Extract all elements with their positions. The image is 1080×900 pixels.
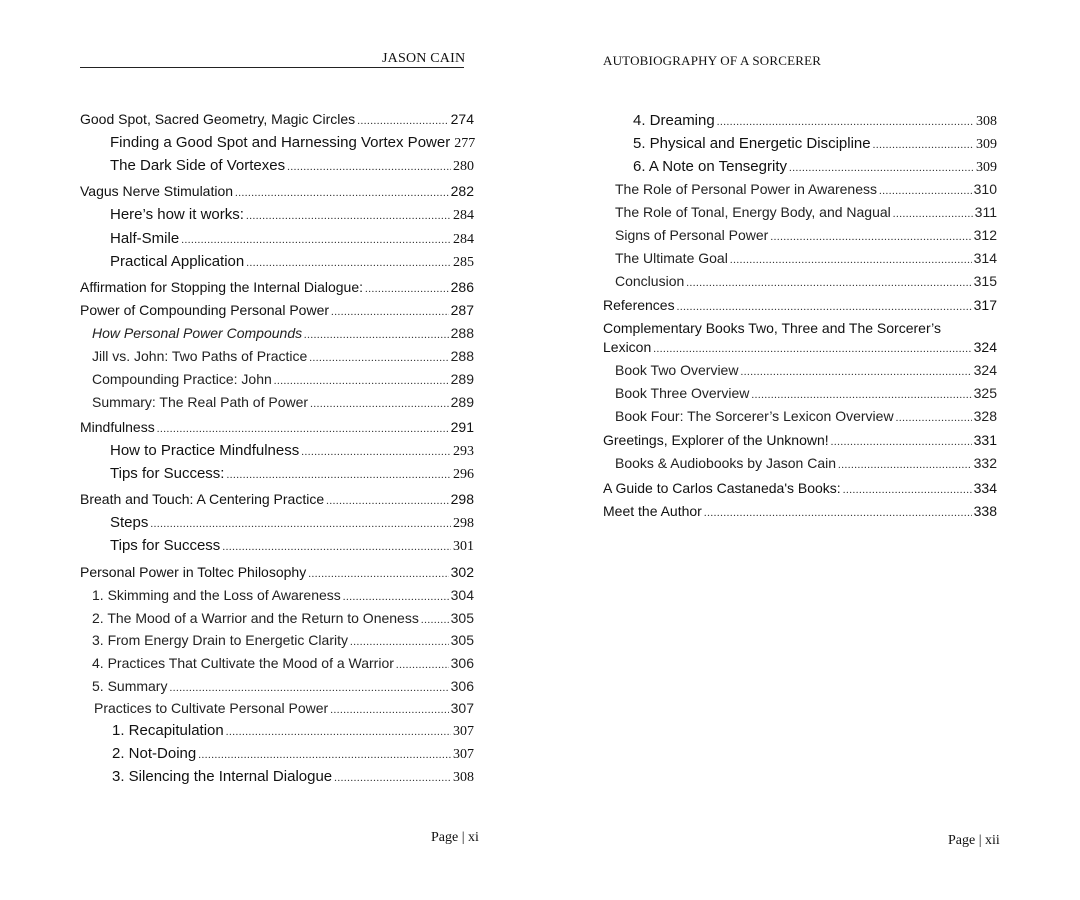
toc-entry[interactable]: 2. The Mood of a Warrior and the Return to Oneness ..... 305 <box>92 610 474 626</box>
toc-page-number: 274 <box>450 111 474 127</box>
toc-page-number: 284 <box>453 208 474 223</box>
toc-entry[interactable]: Greetings, Explorer of the Unknown! ..... 331 <box>603 432 997 448</box>
toc-entry[interactable]: 3. Silencing the Internal Dialogue ..... 308 <box>112 768 474 786</box>
toc-entry[interactable]: The Dark Side of Vortexes ..... 280 <box>110 157 474 175</box>
toc-page-number: 284 <box>453 232 474 247</box>
toc-page-number: 305 <box>450 632 474 648</box>
toc-page-number: 285 <box>453 255 474 270</box>
toc-entry[interactable]: Here’s how it works: ..... 284 <box>110 206 474 224</box>
toc-entry[interactable]: Tips for Success: ..... 296 <box>110 465 474 483</box>
toc-entry[interactable]: Finding a Good Spot and Harnessing Vortex Power 277 <box>110 134 476 151</box>
toc-entry[interactable]: Jill vs. John: Two Paths of Practice ..... 288 <box>92 348 474 364</box>
toc-entry[interactable]: 4. Dreaming ..... 308 <box>633 112 997 130</box>
toc-entry[interactable]: 1. Skimming and the Loss of Awareness ..... 304 <box>92 587 474 603</box>
toc-entry[interactable]: 3. From Energy Drain to Energetic Clarity ..... 305 <box>92 632 474 648</box>
toc-page-number: 289 <box>450 394 474 410</box>
toc-page-number: 324 <box>973 362 997 378</box>
toc-page-number: 309 <box>976 160 997 175</box>
toc-page-number: 331 <box>973 432 997 448</box>
toc-page-number: 324 <box>973 339 997 355</box>
toc-page-number: 288 <box>450 325 474 341</box>
toc-entry[interactable]: 5. Physical and Energetic Discipline ..... 309 <box>633 135 997 153</box>
toc-page-number: 311 <box>974 204 997 220</box>
toc-entry[interactable]: Book Four: The Sorcerer’s Lexicon Overview ..... 328 <box>615 408 997 424</box>
toc-page-number: 307 <box>453 747 474 762</box>
toc-page-number: 317 <box>973 297 997 313</box>
toc-page-number: 310 <box>973 181 997 197</box>
page-number-footer: Page | xi <box>431 830 479 845</box>
toc-page-number: 312 <box>973 227 997 243</box>
toc-entry[interactable]: 1. Recapitulation ..... 307 <box>112 722 474 740</box>
toc-entry[interactable]: The Role of Tonal, Energy Body, and Nagual ..... 311 <box>615 204 997 220</box>
toc-page-number: 301 <box>453 539 474 554</box>
page-number-footer: Page | xii <box>948 833 1000 848</box>
toc-entry[interactable]: Breath and Touch: A Centering Practice ..... 298 <box>80 491 474 507</box>
toc-entry[interactable]: The Role of Personal Power in Awareness ..... 310 <box>615 181 997 197</box>
toc-page-number: 307 <box>450 700 474 716</box>
toc-page-number: 280 <box>453 159 474 174</box>
toc-page-number: 325 <box>973 385 997 401</box>
toc-page-number: 298 <box>453 516 474 531</box>
toc-entry[interactable]: References ..... 317 <box>603 297 997 313</box>
running-head-author: JASON CAIN <box>382 51 466 66</box>
running-head-title: AUTOBIOGRAPHY OF A SORCERER <box>603 53 822 68</box>
toc-entry[interactable]: Practices to Cultivate Personal Power ..... 307 <box>94 700 474 716</box>
toc-page-number: 315 <box>973 273 997 289</box>
toc-entry[interactable]: Meet the Author ..... 338 <box>603 503 997 519</box>
toc-entry[interactable]: Conclusion ..... 315 <box>615 273 997 289</box>
toc-entry[interactable]: Lexicon ..... 324 <box>603 339 997 355</box>
toc-page-number: 288 <box>450 348 474 364</box>
toc-page-number: 291 <box>450 419 474 435</box>
toc-page-number: 307 <box>453 724 474 739</box>
toc-page-number: 277 <box>454 136 476 151</box>
toc-entry[interactable]: Tips for Success ..... 301 <box>110 537 474 555</box>
toc-entry[interactable]: Power of Compounding Personal Power ..... 287 <box>80 302 474 318</box>
toc-page-number: 282 <box>450 183 474 199</box>
toc-entry[interactable]: Signs of Personal Power ..... 312 <box>615 227 997 243</box>
toc-entry[interactable]: Half-Smile ..... 284 <box>110 230 474 248</box>
toc-entry[interactable]: Good Spot, Sacred Geometry, Magic Circles ..... 274 <box>80 111 474 127</box>
toc-entry[interactable]: Personal Power in Toltec Philosophy ..... 302 <box>80 564 474 580</box>
toc-entry[interactable]: Compounding Practice: John ..... 289 <box>92 371 474 387</box>
toc-page-number: 308 <box>453 770 474 785</box>
toc-entry[interactable]: Affirmation for Stopping the Internal Dialogue: ..... 286 <box>80 279 474 295</box>
toc-page-number: 302 <box>450 564 474 580</box>
toc-page-number: 298 <box>450 491 474 507</box>
toc-entry[interactable]: 2. Not-Doing ..... 307 <box>112 745 474 763</box>
toc-page-number: 286 <box>450 279 474 295</box>
toc-page-number: 289 <box>450 371 474 387</box>
toc-entry[interactable]: A Guide to Carlos Castaneda's Books: ..... 334 <box>603 480 997 496</box>
toc-entry[interactable]: Book Three Overview ..... 325 <box>615 385 997 401</box>
toc-page-number: 304 <box>450 587 474 603</box>
toc-page-number: 308 <box>976 114 997 129</box>
toc-entry[interactable]: How to Practice Mindfulness ..... 293 <box>110 442 474 460</box>
right-page <box>540 0 1080 900</box>
toc-page-number: 305 <box>450 610 474 626</box>
toc-page-number: 293 <box>453 444 474 459</box>
header-rule <box>80 67 464 68</box>
toc-entry-wrapped-line[interactable]: Complementary Books Two, Three and The Sorcerer’s <box>603 320 941 336</box>
toc-page-number: 314 <box>973 250 997 266</box>
toc-page-number: 287 <box>450 302 474 318</box>
toc-entry[interactable]: 6. A Note on Tensegrity ..... 309 <box>633 158 997 176</box>
toc-page-number: 296 <box>453 467 474 482</box>
toc-page-number: 334 <box>973 480 997 496</box>
toc-entry[interactable]: How Personal Power Compounds ..... 288 <box>92 325 474 341</box>
toc-entry[interactable]: 5. Summary ..... 306 <box>92 678 474 694</box>
toc-entry[interactable]: 4. Practices That Cultivate the Mood of a Warrior ..... 306 <box>92 655 474 671</box>
toc-entry[interactable]: Vagus Nerve Stimulation ..... 282 <box>80 183 474 199</box>
toc-page-number: 306 <box>450 655 474 671</box>
toc-entry[interactable]: Practical Application ..... 285 <box>110 253 474 271</box>
toc-entry[interactable]: The Ultimate Goal ..... 314 <box>615 250 997 266</box>
toc-entry[interactable]: Summary: The Real Path of Power ..... 289 <box>92 394 474 410</box>
toc-entry[interactable]: Mindfulness ..... 291 <box>80 419 474 435</box>
toc-page-number: 338 <box>973 503 997 519</box>
toc-page-number: 328 <box>973 408 997 424</box>
toc-entry[interactable]: Book Two Overview ..... 324 <box>615 362 997 378</box>
toc-page-number: 332 <box>973 455 997 471</box>
toc-page-number: 306 <box>450 678 474 694</box>
toc-page-number: 309 <box>976 137 997 152</box>
toc-entry[interactable]: Books & Audiobooks by Jason Cain ..... 332 <box>615 455 997 471</box>
toc-entry[interactable]: Steps ..... 298 <box>110 514 474 532</box>
